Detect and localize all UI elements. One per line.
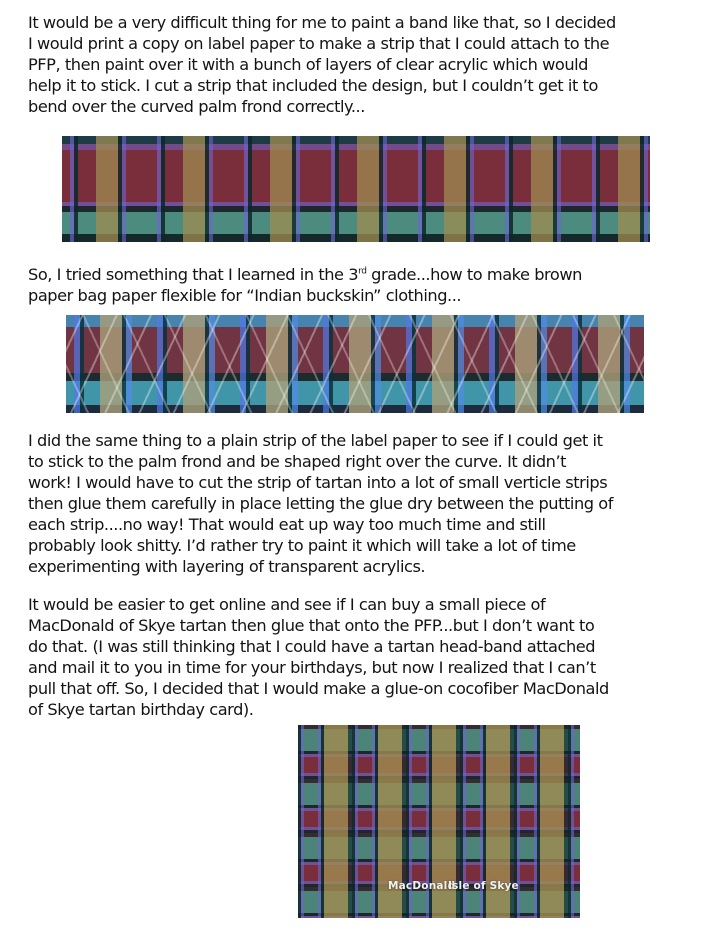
card-label-place: Isle of Skye xyxy=(448,880,519,892)
paragraph-label-paper: I did the same thing to a plain strip of the label paper to see if I could get it to stick to the palm frond and be shaped right over the curve. It didn’t work! I would have to cut the strip of tartan into a lot of small verticle strips then glue them carefully in place letting the glue dry between the putting of each strip....no way! That would eat up way too much time and still probably look shitty. I’d rather try to paint it which will take a lot of time experimenting with layering of transparent acrylics. xyxy=(28,431,613,576)
paragraph-buy-online: It would be easier to get online and see if I can buy a small piece of MacDonald of Skye tartan then glue that onto the PFP...but I don’t want to do that. (I was still thinking that I could have a tartan head-band attached and mail it to you in time for your birthdays, but now I realized that I can’t pull that off. So, I decided that I would make a glue-on cocofiber MacDonald of Skye tartan birthday card). xyxy=(28,595,609,719)
tartan-card-image xyxy=(298,725,580,918)
paragraph-third-grade xyxy=(28,264,708,306)
ordinal-suffix: rd xyxy=(358,266,367,277)
paragraph-third-grade-start: So, I tried something that I learned in the 3 xyxy=(28,265,359,284)
crumpled-tartan-strip-image xyxy=(66,315,644,413)
card-label-name: MacDonald xyxy=(388,880,456,892)
paragraph-third-grade-end: grade...how to make brown paper bag paper flexible for “Indian buckskin” clothing... xyxy=(28,265,582,305)
paragraph-intro: It would be a very difficult thing for me to paint a band like that, so I decided I would print a copy on label paper to make a strip that I could attach to the PFP, then paint over it with a bunch of layers of clear acrylic which would help it to stick. I cut a strip that included the design, but I couldn’t get it to bend over the curved palm frond correctly... xyxy=(28,13,616,116)
tartan-strip-image xyxy=(62,136,650,242)
